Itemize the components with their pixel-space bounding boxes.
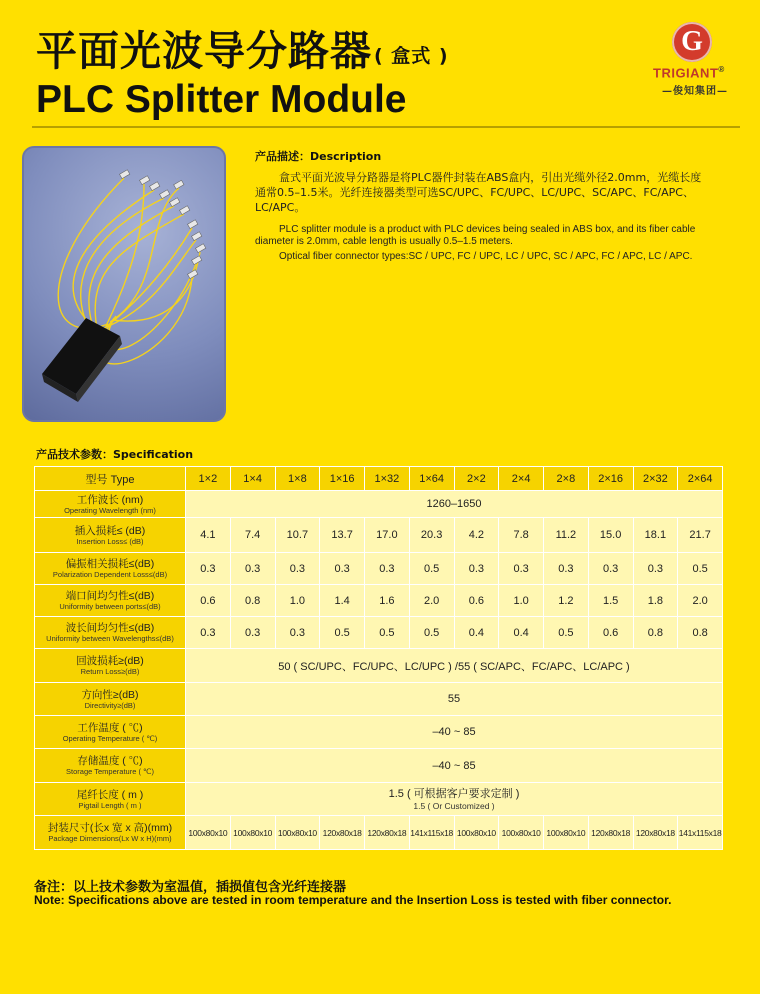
- row-directivity: [35, 683, 723, 716]
- cell: 7.8: [499, 518, 544, 553]
- cell: 0.5: [320, 617, 365, 649]
- cell: 0.5: [409, 617, 454, 649]
- cell: 0.5: [544, 617, 589, 649]
- cell: 0.4: [454, 617, 499, 649]
- type-cell: 1×16: [320, 467, 365, 491]
- cell: 4.1: [186, 518, 231, 553]
- row-insertion-loss: [35, 518, 723, 553]
- type-cell: 2×8: [544, 467, 589, 491]
- cell: 0.4: [499, 617, 544, 649]
- logo-mark-icon: G: [672, 22, 712, 62]
- cell: 1.4: [320, 585, 365, 617]
- cell: 1.6: [365, 585, 410, 617]
- cell: 0.3: [499, 553, 544, 585]
- row-label: 工作温度 ( ℃) Operating Temperature ( ℃): [35, 716, 186, 749]
- cell: 120x80x18: [320, 816, 365, 850]
- type-label: 型号 Type: [35, 467, 186, 491]
- spec-table: [34, 466, 723, 850]
- cell: 100x80x10: [230, 816, 275, 850]
- spec-heading: 产品技术参数：Specification: [36, 448, 194, 461]
- type-cell: 2×4: [499, 467, 544, 491]
- cell: 2.0: [409, 585, 454, 617]
- cell: 0.3: [544, 553, 589, 585]
- row-uniformity-wavelengths: [35, 617, 723, 649]
- cell: 1.2: [544, 585, 589, 617]
- description-text-en-1: PLC splitter module is a product with PLC devices being sealed in ABS box, and its fiber cable diameter is 2.0mm, cable length is usually 0.5–1.5 meters.: [255, 224, 696, 247]
- cell: 0.5: [678, 553, 723, 585]
- logo-tagline: —俊知集团—: [662, 86, 728, 97]
- cell: 0.8: [678, 617, 723, 649]
- cell: 10.7: [275, 518, 320, 553]
- type-cell: 2×2: [454, 467, 499, 491]
- row-label: 端口间均匀性≤(dB) Uniformity between ports≤(dB): [35, 585, 186, 617]
- row-pdl: [35, 553, 723, 585]
- row-value: 1260–1650: [186, 491, 723, 518]
- cell: 0.3: [275, 617, 320, 649]
- cell: 0.5: [365, 617, 410, 649]
- title-cn-sub: ( 盒式 ): [374, 44, 449, 67]
- cell: 18.1: [633, 518, 678, 553]
- spec-header-row: [35, 467, 723, 491]
- cell: 4.2: [454, 518, 499, 553]
- cell: 100x80x10: [544, 816, 589, 850]
- cell: 0.3: [633, 553, 678, 585]
- row-label: 工作波长 (nm) Operating Wavelength (nm): [35, 491, 186, 518]
- cell: 0.3: [365, 553, 410, 585]
- note-en: Note: Specifications above are tested in room temperature and the Insertion Loss is tested with fiber connector.: [34, 893, 672, 907]
- cell: 1.5: [588, 585, 633, 617]
- description-heading: 产品描述：Description: [255, 150, 382, 163]
- row-value: –40 ~ 85: [186, 749, 723, 783]
- row-package-dimensions: [35, 816, 723, 850]
- cell: 21.7: [678, 518, 723, 553]
- row-storage-temperature: [35, 749, 723, 783]
- header-divider: [32, 126, 740, 128]
- cell: 0.3: [230, 553, 275, 585]
- type-cell: 2×32: [633, 467, 678, 491]
- row-pigtail-length: [35, 783, 723, 816]
- cell: 1.0: [499, 585, 544, 617]
- cell: 1.0: [275, 585, 320, 617]
- type-cell: 2×16: [588, 467, 633, 491]
- cell: 120x80x18: [588, 816, 633, 850]
- cell: 0.3: [588, 553, 633, 585]
- logo-name: TRIGIANT®: [653, 65, 725, 81]
- cell: 0.3: [320, 553, 365, 585]
- row-value: 50 ( SC/UPC、FC/UPC、LC/UPC ) /55 ( SC/APC、FC/APC、LC/APC ): [186, 649, 723, 683]
- cell: 0.6: [588, 617, 633, 649]
- cell: 100x80x10: [186, 816, 231, 850]
- row-value: 55: [186, 683, 723, 716]
- cell: 0.8: [633, 617, 678, 649]
- product-photo: [22, 146, 226, 422]
- row-wavelength: [35, 491, 723, 518]
- description-text-cn: 盒式平面光波导分路器是将PLC器件封装在ABS盒内，引出光缆外径2.0mm，光缆长度通常0.5–1.5米。光纤连接器类型可选SC/UPC、FC/UPC、LC/UPC、SC/APC、FC/APC、LC/APC。: [255, 171, 702, 214]
- row-label: 尾纤长度 ( m ) Pigtail Length ( m ): [35, 783, 186, 816]
- cell: 15.0: [588, 518, 633, 553]
- row-label: 方向性≥(dB) Directivity≥(dB): [35, 683, 186, 716]
- note-cn: 备注：以上技术参数为室温值，插损值包含光纤连接器: [34, 880, 347, 895]
- row-value: 1.5 ( 可根据客户要求定制 ) 1.5 ( Or Customized ): [186, 783, 723, 816]
- row-label: 存储温度 ( ℃) Storage Temperature ( ℃): [35, 749, 186, 783]
- cell: 100x80x10: [454, 816, 499, 850]
- row-operating-temperature: [35, 716, 723, 749]
- type-cell: 1×64: [409, 467, 454, 491]
- type-cell: 2×64: [678, 467, 723, 491]
- row-uniformity-ports: [35, 585, 723, 617]
- cell: 0.8: [230, 585, 275, 617]
- type-cell: 1×32: [365, 467, 410, 491]
- cell: 1.8: [633, 585, 678, 617]
- row-label: 插入损耗≤ (dB) Insertion Loss≤ (dB): [35, 518, 186, 553]
- row-return-loss: [35, 649, 723, 683]
- row-value: –40 ~ 85: [186, 716, 723, 749]
- cell: 0.3: [275, 553, 320, 585]
- cell: 0.3: [186, 553, 231, 585]
- cell: 0.3: [454, 553, 499, 585]
- type-cell: 1×2: [186, 467, 231, 491]
- page-title-en: PLC Splitter Module: [36, 78, 407, 121]
- cell: 0.6: [186, 585, 231, 617]
- description-text-en-2: Optical fiber connector types:SC / UPC, FC / UPC, LC / UPC, SC / APC, FC / APC, LC / APC.: [279, 251, 693, 262]
- cell: 120x80x18: [365, 816, 410, 850]
- cell: 0.3: [230, 617, 275, 649]
- cell: 0.6: [454, 585, 499, 617]
- cell: 20.3: [409, 518, 454, 553]
- row-label: 回波损耗≥(dB) Return Loss≥(dB): [35, 649, 186, 683]
- row-label: 波长间均匀性≤(dB) Uniformity between Wavelengths≤(dB): [35, 617, 186, 649]
- cell: 141x115x18: [409, 816, 454, 850]
- type-cell: 1×8: [275, 467, 320, 491]
- cell: 100x80x10: [499, 816, 544, 850]
- company-logo: [650, 20, 742, 98]
- cell: 120x80x18: [633, 816, 678, 850]
- type-cell: 1×4: [230, 467, 275, 491]
- cell: 0.5: [409, 553, 454, 585]
- cell: 0.3: [186, 617, 231, 649]
- cell: 7.4: [230, 518, 275, 553]
- cell: 17.0: [365, 518, 410, 553]
- page-title-cn: [36, 18, 449, 77]
- row-label: 偏振相关损耗≤(dB) Polarization Dependent Loss≤(dB): [35, 553, 186, 585]
- cell: 141x115x18: [678, 816, 723, 850]
- cell: 13.7: [320, 518, 365, 553]
- row-label: 封装尺寸(长x 宽 x 高)(mm) Package Dimensions(Lx W x H)(mm): [35, 816, 186, 850]
- cell: 2.0: [678, 585, 723, 617]
- cell: 11.2: [544, 518, 589, 553]
- title-cn-main: 平面光波导分路器: [36, 27, 372, 75]
- cell: 100x80x10: [275, 816, 320, 850]
